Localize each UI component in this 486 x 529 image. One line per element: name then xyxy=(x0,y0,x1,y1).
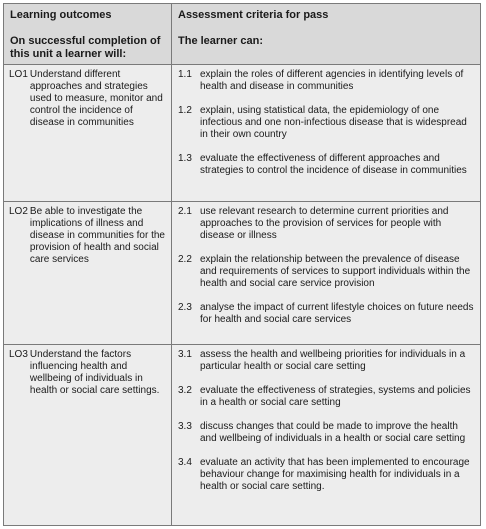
outcome-code: LO2 xyxy=(9,206,28,217)
criterion-number: 3.3 xyxy=(178,421,192,432)
criterion-text: explain the roles of different agencies in identifying levels of health and disease in communities xyxy=(200,69,464,92)
assessment-document xyxy=(3,3,480,526)
criterion-text: evaluate the effectiveness of different approaches and strategies to control the incidence of disease in communities xyxy=(200,153,467,176)
criterion-1-3 xyxy=(172,149,480,177)
criterion-number: 2.3 xyxy=(178,302,192,313)
criterion-2-1 xyxy=(172,202,480,242)
assessment-criteria-title: Assessment criteria for pass xyxy=(178,9,329,21)
criterion-text: evaluate the effectiveness of strategies, systems and policies in a health or social care setting xyxy=(200,385,471,408)
criterion-number: 2.2 xyxy=(178,254,192,265)
criterion-number: 1.1 xyxy=(178,69,192,80)
header-assessment-criteria xyxy=(172,4,481,65)
criterion-number: 3.4 xyxy=(178,457,192,468)
criterion-number: 1.3 xyxy=(178,153,192,164)
criteria-cell-lo3 xyxy=(172,345,481,526)
criterion-text: explain, using statistical data, the epidemiology of one infectious and one non-infectious disease that is widespread in their own country xyxy=(200,105,467,140)
outcome-cell-lo1 xyxy=(4,65,172,202)
assessment-criteria-subtitle: The learner can: xyxy=(178,35,263,47)
table-row-lo2 xyxy=(4,202,481,345)
outcome-code: LO1 xyxy=(9,69,28,80)
criterion-3-3 xyxy=(172,417,480,445)
criterion-3-2 xyxy=(172,381,480,409)
criterion-number: 2.1 xyxy=(178,206,192,217)
outcome-text: Understand the factors influencing health and wellbeing of individuals in health or social care settings. xyxy=(29,349,160,396)
criterion-number: 3.2 xyxy=(178,385,192,396)
outcome-code: LO3 xyxy=(9,349,28,360)
criterion-text: discuss changes that could be made to improve the health and wellbeing of individuals in a health or social care setting xyxy=(200,421,466,444)
table-row-lo3 xyxy=(4,345,481,526)
criterion-3-1 xyxy=(172,345,480,373)
learning-outcomes-table xyxy=(3,3,481,526)
criterion-text: explain the relationship between the prevalence of disease and requirements of services to support individuals within the health and social care service provision xyxy=(200,254,471,289)
criterion-2-3 xyxy=(172,298,480,326)
learning-outcomes-subtitle: On successful completion of this unit a learner will: xyxy=(10,35,161,60)
criterion-text: evaluate an activity that has been implemented to encourage behaviour change for maximising health for individuals in a health or social care setting. xyxy=(200,457,470,492)
table-row-lo1 xyxy=(4,65,481,202)
criterion-3-4 xyxy=(172,453,480,493)
header-learning-outcomes xyxy=(4,4,172,65)
criterion-text: use relevant research to determine current priorities and approaches to the provision of services for people with disease or illness xyxy=(200,206,449,241)
criterion-1-1 xyxy=(172,65,480,93)
criterion-number: 3.1 xyxy=(178,349,192,360)
criterion-text: analyse the impact of current lifestyle choices on future needs for health and social care services xyxy=(200,302,474,325)
criterion-text: assess the health and wellbeing priorities for individuals in a particular health or social care setting xyxy=(200,349,466,372)
outcome-text: Be able to investigate the implications of illness and disease in communities for the provision of health and social care services xyxy=(29,206,165,265)
criterion-2-2 xyxy=(172,250,480,290)
criteria-cell-lo2 xyxy=(172,202,481,345)
learning-outcomes-title: Learning outcomes xyxy=(10,9,112,21)
header-row xyxy=(4,4,481,65)
outcome-cell-lo2 xyxy=(4,202,172,345)
criterion-number: 1.2 xyxy=(178,105,192,116)
outcome-cell-lo3 xyxy=(4,345,172,526)
criteria-cell-lo1 xyxy=(172,65,481,202)
criterion-1-2 xyxy=(172,101,480,141)
outcome-text: Understand different approaches and strategies used to measure, monitor and control the incidence of disease in communities xyxy=(29,69,163,128)
